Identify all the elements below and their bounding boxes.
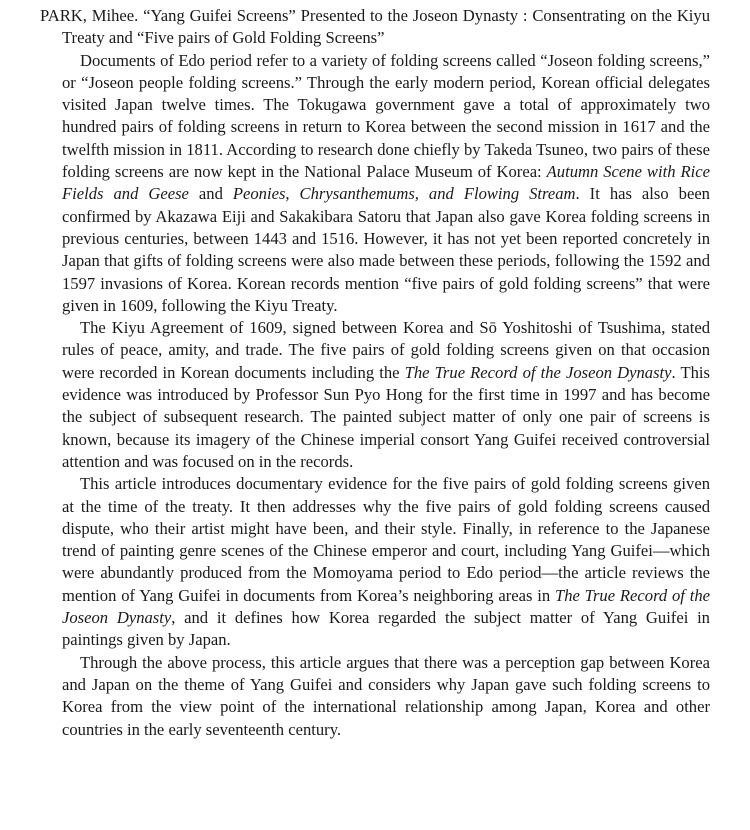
text-run: . It has also been confirmed by Akazawa Eiji and Sakakibara Satoru that Japan also gave Korea folding screens in previous centuries, between 1443 and 1516. However, it has not yet been reported concretely in Japan that gifts of folding screens were also made between these periods, following the 1592 and 1597 invasions of Korea. Korean records mention “five pairs of gold folding screens” that were given in 1609, following the Kiyu Treaty. <box>62 184 710 315</box>
artwork-title: Autumn Scene with Rice Fields and Geese <box>62 162 710 204</box>
book-title: The True Record of the Joseon Dynasty <box>404 362 672 382</box>
artwork-title: Peonies, Chrysanthemums, and Flowing Stream <box>232 184 576 204</box>
text-run: . This evidence was introduced by Professor Sun Pyo Hong for the first time in 1997 and has become the subject of subsequent research. The painted subject matter of only one pair of screens is known, because its imagery of the Chinese imperial consort Yang Guifei received controversial attention and was focused on in the records. <box>62 362 711 471</box>
text-run: Documents of Edo period refer to a variety of folding screens called “Joseon folding screens,” or “Joseon people folding screens.” Through the early modern period, Korean official delegates visited Japan twelve times. The Tokugawa government gave a total of approximately two hundred pairs of folding screens in return to Korea between the second mission in 1617 and the twelfth mission in 1811. According to research done chiefly by Takeda Tsuneo, two pairs of these folding screens are now kept in the National Palace Museum of Korea: <box>62 50 710 182</box>
document-page <box>40 5 710 741</box>
paragraph <box>40 317 710 473</box>
paragraph <box>40 652 710 741</box>
paragraph <box>40 50 710 318</box>
text-run: The Kiyu Agreement of 1609, signed between Korea and Sō Yoshitoshi of Tsushima, stated rules of peace, amity, and trade. The five pairs of gold folding screens given on that occasion were recorded in Korean documents including the <box>62 318 710 382</box>
author-name: PARK, Mihee. <box>40 6 139 25</box>
text-run: , and it defines how Korea regarded the subject matter of Yang Guifei in paintings given by Japan. <box>62 608 710 650</box>
text-run: and <box>188 184 233 204</box>
article-heading <box>40 5 710 50</box>
article-title: “Yang Guifei Screens” Presented to the Joseon Dynasty : Consentrating on the Kiyu Treaty and “Five pairs of Gold Folding Screens” <box>62 6 711 48</box>
abstract-body <box>40 50 710 741</box>
paragraph <box>40 473 710 651</box>
text-run: Through the above process, this article argues that there was a perception gap between Korea and Japan on the theme of Yang Guifei and considers why Japan gave such folding screens to Korea from the view point of the international relationship among Japan, Korea and other countries in the early seventeenth century. <box>62 652 710 739</box>
book-title: The True Record of the Joseon Dynasty <box>62 585 710 628</box>
text-run: This article introduces documentary evidence for the five pairs of gold folding screens given at the time of the treaty. It then addresses why the five pairs of gold folding screens caused dispute, who their artist might have been, and their style. Finally, in reference to the Japanese trend of painting genre scenes of the Chinese emperor and court, including Yang Guifei—which were abundantly produced from the Momoyama period to Edo period—the article reviews the mention of Yang Guifei in documents from Korea’s neighboring areas in <box>62 474 710 605</box>
